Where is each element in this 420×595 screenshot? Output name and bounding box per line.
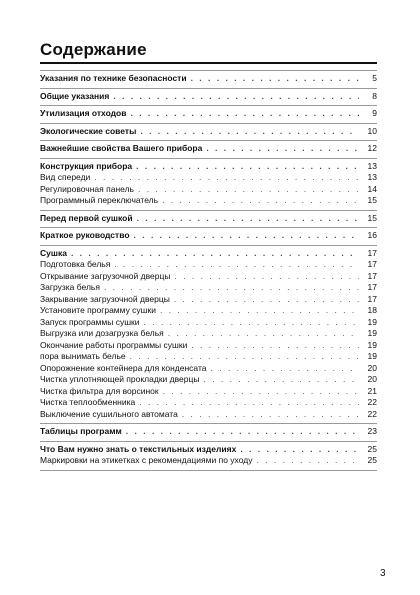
toc-entry[interactable] [40, 172, 377, 184]
toc-heading-entry[interactable] [40, 73, 377, 85]
dot-leader [94, 172, 359, 184]
toc-entry-label: Загрузка белья [40, 282, 100, 292]
dot-leader [160, 305, 359, 317]
toc-heading-entry[interactable] [40, 426, 377, 438]
dot-leader [174, 271, 359, 283]
dot-leader [139, 397, 359, 409]
toc-heading-entry[interactable] [40, 248, 377, 260]
toc-entry[interactable] [40, 294, 377, 306]
toc-entry[interactable] [40, 195, 377, 207]
toc-entry-page: 8 [372, 90, 377, 101]
toc-entry-label: Таблицы программ [40, 426, 122, 436]
toc-section [40, 70, 377, 89]
toc-entry-page: 22 [367, 397, 377, 407]
page-number: 3 [380, 568, 386, 579]
toc-heading-entry[interactable] [40, 213, 377, 225]
toc-entry-page: 17 [367, 282, 377, 292]
dot-leader [182, 409, 359, 421]
page-title: Содержание [40, 40, 147, 59]
dot-leader [162, 195, 359, 207]
toc-entry-label: Перед первой сушкой [40, 212, 133, 223]
toc-entry-page: 25 [367, 455, 377, 465]
toc-section [40, 106, 377, 124]
toc-entry-page: 5 [372, 73, 377, 83]
toc-entry-label: Общие указания [40, 90, 110, 101]
title-divider [40, 62, 377, 64]
dot-leader [144, 317, 359, 329]
toc-entry-page: 10 [367, 125, 377, 136]
toc-entry-label: Сушка [40, 247, 67, 258]
toc-entry-page: 22 [367, 408, 377, 419]
dot-leader [104, 282, 359, 294]
toc-entry-page: 14 [367, 183, 377, 194]
dot-leader [134, 230, 359, 242]
dot-leader [256, 455, 359, 467]
toc-entry[interactable] [40, 374, 377, 386]
toc-section [40, 124, 377, 142]
toc-entry-page: 17 [367, 270, 377, 281]
toc-entry-label: Что Вам нужно знать о текстильных изделиях [40, 443, 237, 454]
toc-entry-page: 20 [367, 362, 377, 373]
toc-entry[interactable] [40, 305, 377, 317]
dot-leader [168, 328, 359, 340]
toc-section [40, 211, 377, 229]
toc-entry-page: 19 [367, 316, 377, 327]
toc-section [40, 442, 377, 471]
toc-entry-label: Экологические советы [40, 125, 137, 136]
toc-entry-page: 17 [367, 247, 377, 258]
table-of-contents [40, 70, 377, 471]
toc-entry-label: Выключение сушильного автомата [40, 408, 178, 419]
toc-entry[interactable] [40, 184, 377, 196]
toc-entry-label: пора вынимать белье [40, 351, 126, 361]
dot-leader [191, 340, 359, 352]
dot-leader [136, 161, 359, 173]
toc-entry-page: 19 [367, 351, 377, 361]
toc-entry-page: 19 [367, 328, 377, 338]
dot-leader [130, 108, 359, 120]
toc-heading-entry[interactable] [40, 143, 377, 155]
toc-entry-page: 13 [367, 172, 377, 182]
toc-entry[interactable] [40, 409, 377, 421]
toc-entry-label: Краткое руководство [40, 230, 130, 240]
toc-entry-label: Конструкция прибора [40, 160, 133, 171]
toc-section [40, 246, 377, 425]
toc-entry-page: 12 [367, 143, 377, 153]
toc-entry-label: Маркировки на этикетках с рекомендациями по уходу [40, 455, 253, 465]
toc-heading-entry[interactable] [40, 91, 377, 103]
dot-leader [240, 444, 359, 456]
toc-entry-label: Программный переключатель [40, 195, 159, 205]
toc-entry-label: Вид спереди [40, 172, 91, 182]
dot-leader [71, 248, 359, 260]
toc-entry-page: 17 [367, 259, 377, 269]
toc-entry-page: 21 [367, 385, 377, 396]
toc-entry-label: Чистка фильтра для ворсинок [40, 385, 159, 396]
toc-entry-page: 23 [367, 426, 377, 436]
toc-heading-entry[interactable] [40, 230, 377, 242]
toc-heading-entry[interactable] [40, 161, 377, 173]
dot-leader [191, 73, 359, 85]
toc-entry-label: Утилизация отходов [40, 108, 127, 118]
dot-leader [130, 351, 359, 363]
toc-entry[interactable] [40, 397, 377, 409]
toc-entry-label: Установите программу сушки [40, 305, 156, 315]
toc-entry[interactable] [40, 282, 377, 294]
toc-entry-label: Регулировочная панель [40, 183, 134, 194]
dot-leader [137, 213, 359, 225]
toc-entry-label: Закрывание загрузочной дверцы [40, 293, 170, 304]
toc-entry[interactable] [40, 455, 377, 467]
toc-entry[interactable] [40, 271, 377, 283]
toc-entry-page: 9 [372, 108, 377, 118]
toc-entry-label: Выгрузка или дозагрузка белья [40, 328, 164, 338]
toc-entry-page: 19 [367, 339, 377, 350]
dot-leader [211, 363, 359, 375]
dot-leader [206, 143, 359, 155]
toc-entry-label: Подготовка белья [40, 259, 111, 269]
toc-entry-label: Открывание загрузочной дверцы [40, 270, 171, 281]
toc-entry-page: 17 [367, 293, 377, 304]
toc-entry-label: Указания по технике безопасности [40, 73, 187, 83]
toc-entry-page: 16 [367, 230, 377, 240]
dot-leader [174, 294, 359, 306]
toc-heading-entry[interactable] [40, 126, 377, 138]
toc-entry[interactable] [40, 259, 377, 271]
dot-leader [138, 184, 359, 196]
toc-entry-label: Чистка уплотняющей прокладки дверцы [40, 374, 200, 384]
toc-entry-label: Важнейшие свойства Вашего прибора [40, 143, 203, 153]
toc-entry-page: 25 [367, 443, 377, 454]
toc-heading-entry[interactable] [40, 444, 377, 456]
toc-section [40, 141, 377, 159]
toc-entry[interactable] [40, 386, 377, 398]
dot-leader [114, 259, 359, 271]
toc-section [40, 159, 377, 211]
toc-entry-page: 18 [367, 305, 377, 315]
dot-leader [203, 374, 359, 386]
toc-entry-label: Запуск программы сушки [40, 316, 140, 327]
toc-section [40, 228, 377, 246]
toc-entry-label: Чистка теплообменника [40, 397, 136, 407]
toc-entry-label: Окончание работы программы сушки [40, 339, 188, 350]
dot-leader [140, 126, 359, 138]
toc-section [40, 424, 377, 442]
dot-leader [113, 91, 359, 103]
toc-entry[interactable] [40, 351, 377, 363]
toc-entry-page: 15 [367, 212, 377, 223]
toc-entry-page: 20 [367, 374, 377, 384]
toc-entry-page: 15 [367, 195, 377, 205]
toc-entry[interactable] [40, 328, 377, 340]
toc-entry[interactable] [40, 340, 377, 352]
dot-leader [126, 426, 359, 438]
toc-entry-page: 13 [367, 160, 377, 171]
toc-heading-entry[interactable] [40, 108, 377, 120]
dot-leader [163, 386, 359, 398]
toc-section [40, 89, 377, 107]
toc-entry[interactable] [40, 317, 377, 329]
toc-entry-label: Опорожнение контейнера для конденсата [40, 362, 207, 373]
toc-entry[interactable] [40, 363, 377, 375]
